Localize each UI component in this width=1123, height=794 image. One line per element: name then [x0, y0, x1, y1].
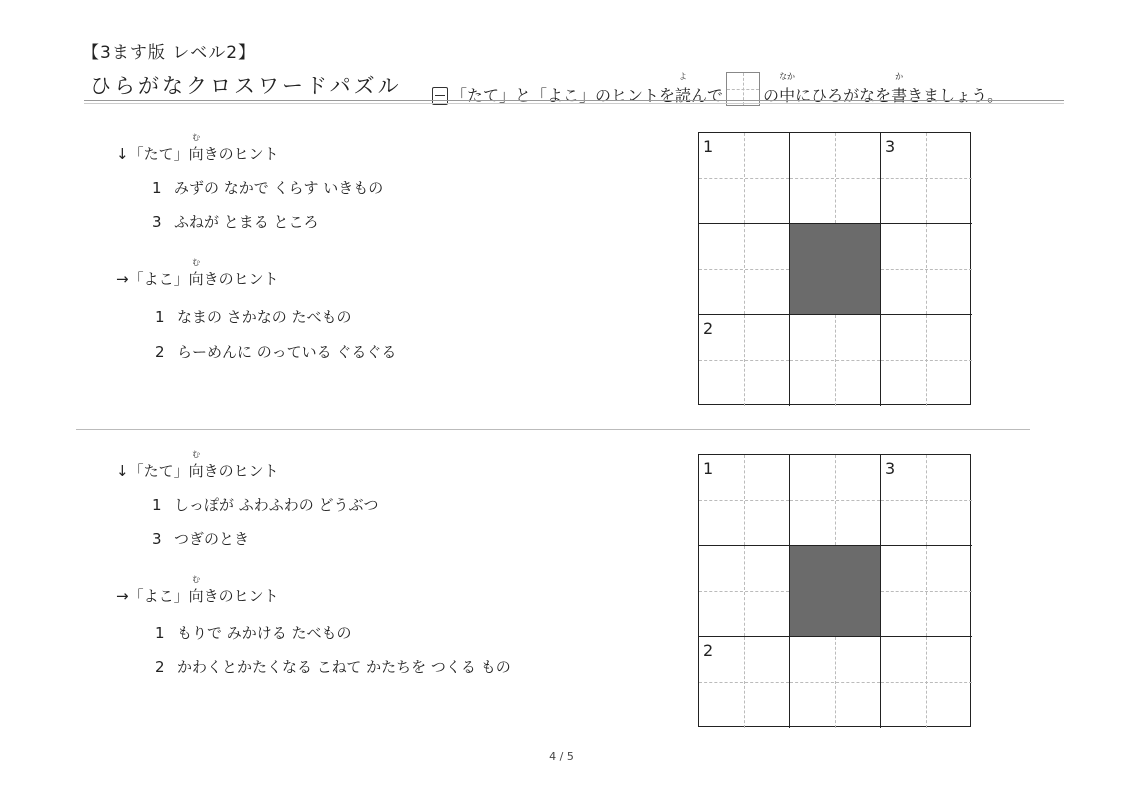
kanji-yomu: よ 読	[675, 72, 692, 105]
header-rule	[84, 100, 1064, 101]
header-rule-thin	[84, 103, 1064, 104]
grid-cell[interactable]	[881, 315, 972, 406]
page-title: ひらがなクロスワードパズル	[90, 74, 402, 98]
yoko-hint-heading: →「よこ」 む 向きのヒント	[116, 575, 279, 605]
grid-cell[interactable]	[790, 637, 881, 728]
crossword-grid	[698, 132, 971, 405]
tate-hint-3: 3 つぎのとき	[152, 530, 250, 548]
yoko-hint-1: 1 もりで みかける たべもの	[155, 624, 352, 642]
grid-cell[interactable]	[881, 637, 972, 728]
tate-hint-1: 1 みずの なかで くらす いきもの	[152, 179, 384, 197]
instruction-text-5: きましょう。	[907, 86, 1004, 105]
tate-hint-heading: ↓「たて」 む 向きのヒント	[116, 450, 279, 480]
ruby-mu: む	[192, 450, 201, 459]
cell-number: 2	[703, 319, 714, 338]
section-divider	[76, 429, 1030, 430]
blocked-cell	[790, 546, 881, 637]
ruby-mu: む	[192, 133, 201, 142]
ruby-mu: む	[192, 575, 201, 584]
kanji-naka: なか 中	[779, 72, 796, 105]
grid-cell[interactable]	[699, 637, 790, 728]
tate-hint-heading: ↓「たて」 む 向きのヒント	[116, 133, 279, 163]
yoko-hint-2: 2 かわくとかたくなる こねて かたちを つくる もの	[155, 658, 511, 676]
grid-cell[interactable]	[699, 224, 790, 315]
grid-cell[interactable]	[881, 546, 972, 637]
cell-number: 1	[703, 459, 714, 478]
cell-number: 1	[703, 137, 714, 156]
grid-cell[interactable]	[790, 315, 881, 406]
tate-hint-3: 3 ふねが とまる ところ	[152, 213, 319, 231]
grid-cell[interactable]	[881, 455, 972, 546]
grid-cell[interactable]	[881, 133, 972, 224]
ruby-mu: む	[192, 258, 201, 267]
grid-cell[interactable]	[790, 455, 881, 546]
cell-number: 3	[885, 459, 896, 478]
grid-cell[interactable]	[881, 224, 972, 315]
level-label: 【3ます版 レベル2】	[82, 43, 257, 63]
ruby-kaku: か	[895, 72, 904, 81]
grid-cell[interactable]	[699, 315, 790, 406]
instruction-text-1: 「たて」と「よこ」のヒントを	[451, 86, 676, 105]
instruction-text-2: んで	[691, 86, 724, 105]
grid-cell[interactable]	[790, 133, 881, 224]
yoko-hint-2: 2 らーめんに のっている ぐるぐる	[155, 343, 397, 361]
yoko-hint-1: 1 なまの さかなの たべもの	[155, 308, 352, 326]
grid-cell[interactable]	[699, 546, 790, 637]
ruby-naka: なか	[779, 72, 796, 81]
tate-hint-1: 1 しっぽが ふわふわの どうぶつ	[152, 496, 379, 514]
grid-cell[interactable]	[699, 133, 790, 224]
kanji-kaku: か 書	[891, 72, 908, 105]
cell-number: 2	[703, 641, 714, 660]
cell-number: 3	[885, 137, 896, 156]
page-number: 4 / 5	[549, 750, 574, 763]
crossword-grid	[698, 454, 971, 727]
ruby-yomu: よ	[679, 72, 688, 81]
instruction-text-4: にひろがなを	[795, 86, 892, 105]
yoko-hint-heading: →「よこ」 む 向きのヒント	[116, 258, 279, 288]
grid-cell[interactable]	[699, 455, 790, 546]
instruction-text-3: の	[763, 86, 780, 105]
blocked-cell	[790, 224, 881, 315]
